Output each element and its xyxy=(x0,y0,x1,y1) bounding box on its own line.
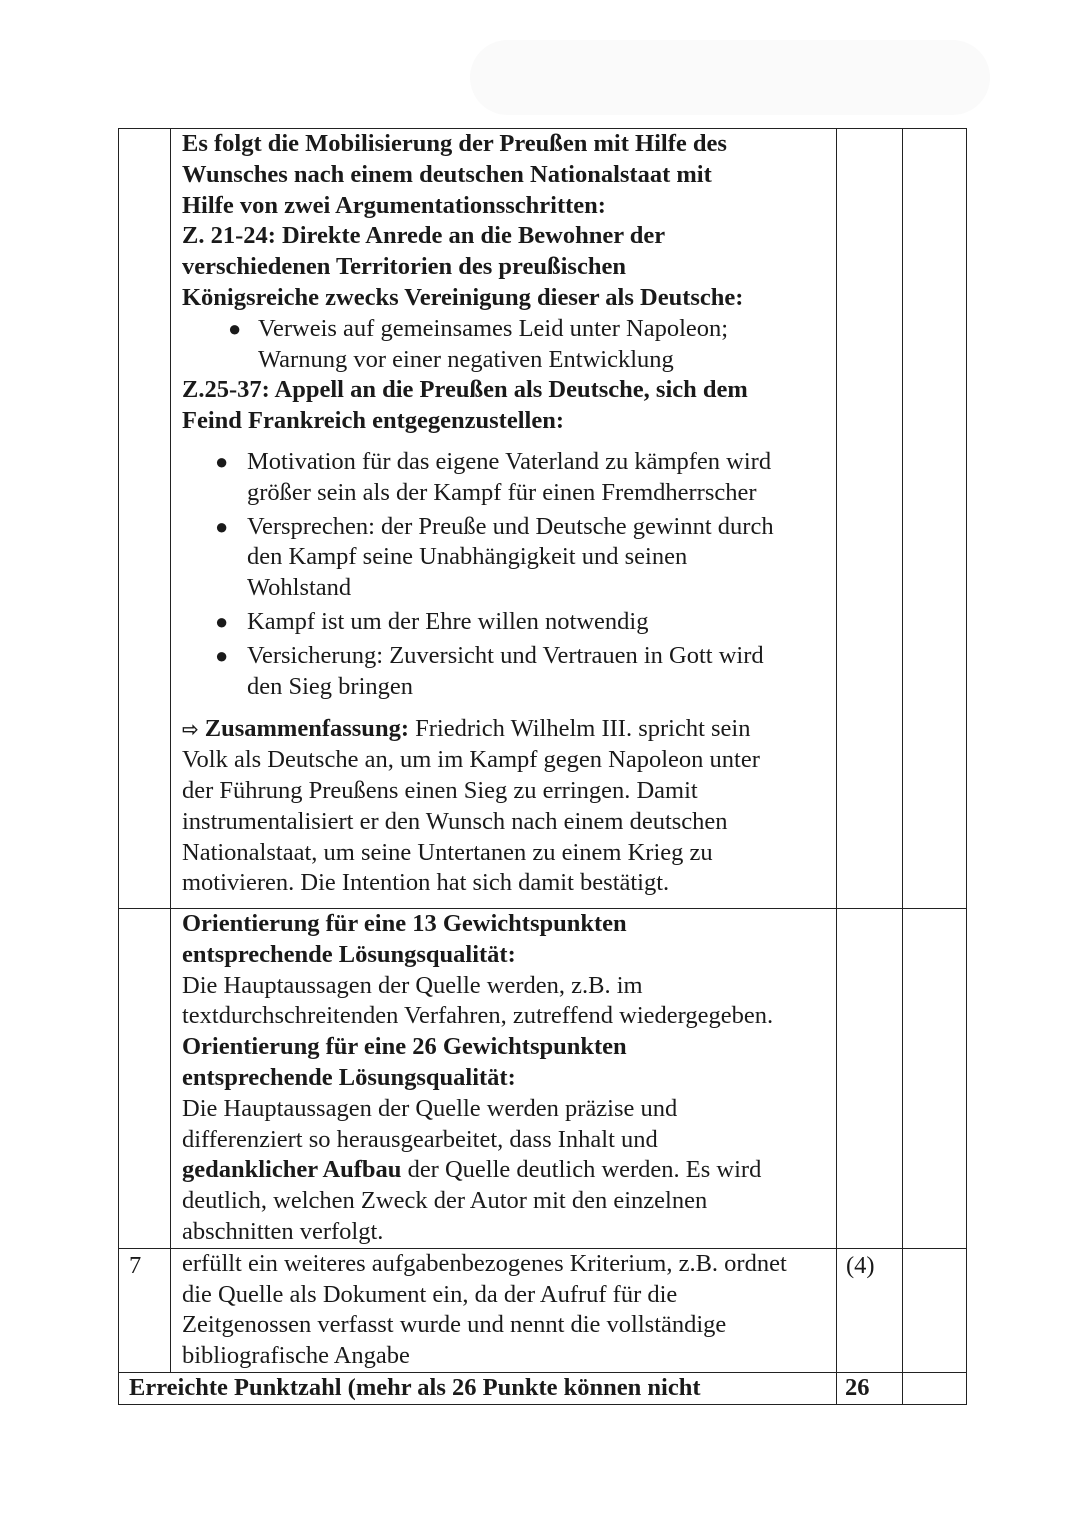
total-score-cell xyxy=(903,1372,967,1404)
list-item: ● Kampf ist um der Ehre willen notwendig xyxy=(247,607,830,638)
criterion-text-cell xyxy=(171,129,837,909)
scan-smudge xyxy=(470,40,990,115)
arrow-right-icon: ⇨ xyxy=(182,717,199,742)
bullet-icon: ● xyxy=(215,448,229,474)
list-item: ● Versprechen: der Preuße und Deutsche gewinnt durch den Kampf seine Unabhängigkeit und seinen Wohlstand xyxy=(215,512,774,602)
criterion-number: 7 xyxy=(129,1251,142,1279)
score-cell xyxy=(903,909,967,1249)
section-heading: Es folgt die Mobilisierung der Preußen mit Hilfe des Wunsches nach einem deutschen Nationalstaat mit Hilfe von zwei Argumentationsschritten: Z. 21-24: Direkte Anrede an die Bewohner der verschiedenen Territorien des preußischen Königsreiche zwecks Vereinigung dieser als Deutsche: xyxy=(182,130,744,311)
criterion-text-cell xyxy=(171,909,837,1249)
total-label-cell xyxy=(119,1372,837,1404)
points-cell xyxy=(837,909,903,1249)
list-item: ● Verweis auf gemeinsames Leid unter Napoleon; Warnung vor einer negativen Entwicklung xyxy=(228,314,729,373)
bullet-icon: ● xyxy=(215,608,229,634)
criterion-number-cell xyxy=(119,1248,171,1372)
orientation-13-text: Die Hauptaussagen der Quelle werden, z.B. im textdurchschreitenden Verfahren, zutreffend wiedergegeben. xyxy=(182,971,774,1030)
total-points: 26 xyxy=(845,1373,870,1401)
table-row xyxy=(119,129,967,909)
bullet-list xyxy=(228,314,830,376)
points-cell xyxy=(837,1248,903,1372)
criterion-number-cell xyxy=(119,129,171,909)
criterion-number-cell xyxy=(119,909,171,1249)
table-row xyxy=(119,909,967,1249)
points-cell xyxy=(837,129,903,909)
bullet-list xyxy=(215,447,830,702)
table-row xyxy=(119,1248,967,1372)
section-heading: Z.25-37: Appell an die Preußen als Deutsche, sich dem Feind Frankreich entgegenzustellen: xyxy=(182,376,748,435)
summary: ⇨ Zusammenfassung: Friedrich Wilhelm III. spricht sein Volk als Deutsche an, um im Kampf gegen Napoleon unter der Führung Preußens einen Sieg zu erringen. Damit instrumentalisiert er den Wunsch nach einem deutschen Nationalstaat, um seine Untertanen zu einem Krieg zu motivieren. Die Intention hat sich damit bestätigt. xyxy=(182,715,760,897)
bullet-icon: ● xyxy=(215,513,229,539)
summary-label: Zusammenfassung: xyxy=(204,715,409,743)
orientation-26-heading: Orientierung für eine 26 Gewichtspunkten entsprechende Lösungsqualität: xyxy=(182,1033,627,1091)
total-label: Erreichte Punktzahl (mehr als 26 Punkte können nicht xyxy=(129,1373,701,1401)
list-item: ● Versicherung: Zuversicht und Vertrauen in Gott wird den Sieg bringen xyxy=(215,641,764,700)
orientation-26-text: Die Hauptaussagen der Quelle werden präzise und differenziert so herausgearbeitet, dass Inhalt und gedanklicher Aufbau der Quelle deutlich werden. Es wird deutlich, welchen Zweck der Autor mit den einzelnen abschnitten verfolgt. xyxy=(182,1094,762,1245)
criterion-text-cell: erfüllt ein weiteres aufgabenbezogenes Kriterium, z.B. ordnet die Quelle als Dokument ein, da der Aufruf für die Zeitgenossen verfasst wurde und nennt die vollständige bibliografische Angabe xyxy=(171,1248,837,1372)
bullet-icon: ● xyxy=(215,642,229,668)
bullet-icon: ● xyxy=(228,315,242,341)
score-cell xyxy=(903,129,967,909)
total-row xyxy=(119,1372,967,1404)
list-item: ● Motivation für das eigene Vaterland zu kämpfen wird größer sein als der Kampf für einen Fremdherrscher xyxy=(215,447,772,506)
total-points-cell xyxy=(837,1372,903,1404)
score-cell xyxy=(903,1248,967,1372)
criterion-points: (4) xyxy=(846,1251,875,1279)
grading-table xyxy=(118,128,967,1405)
orientation-13-heading: Orientierung für eine 13 Gewichtspunkten entsprechende Lösungsqualität: xyxy=(182,910,627,968)
